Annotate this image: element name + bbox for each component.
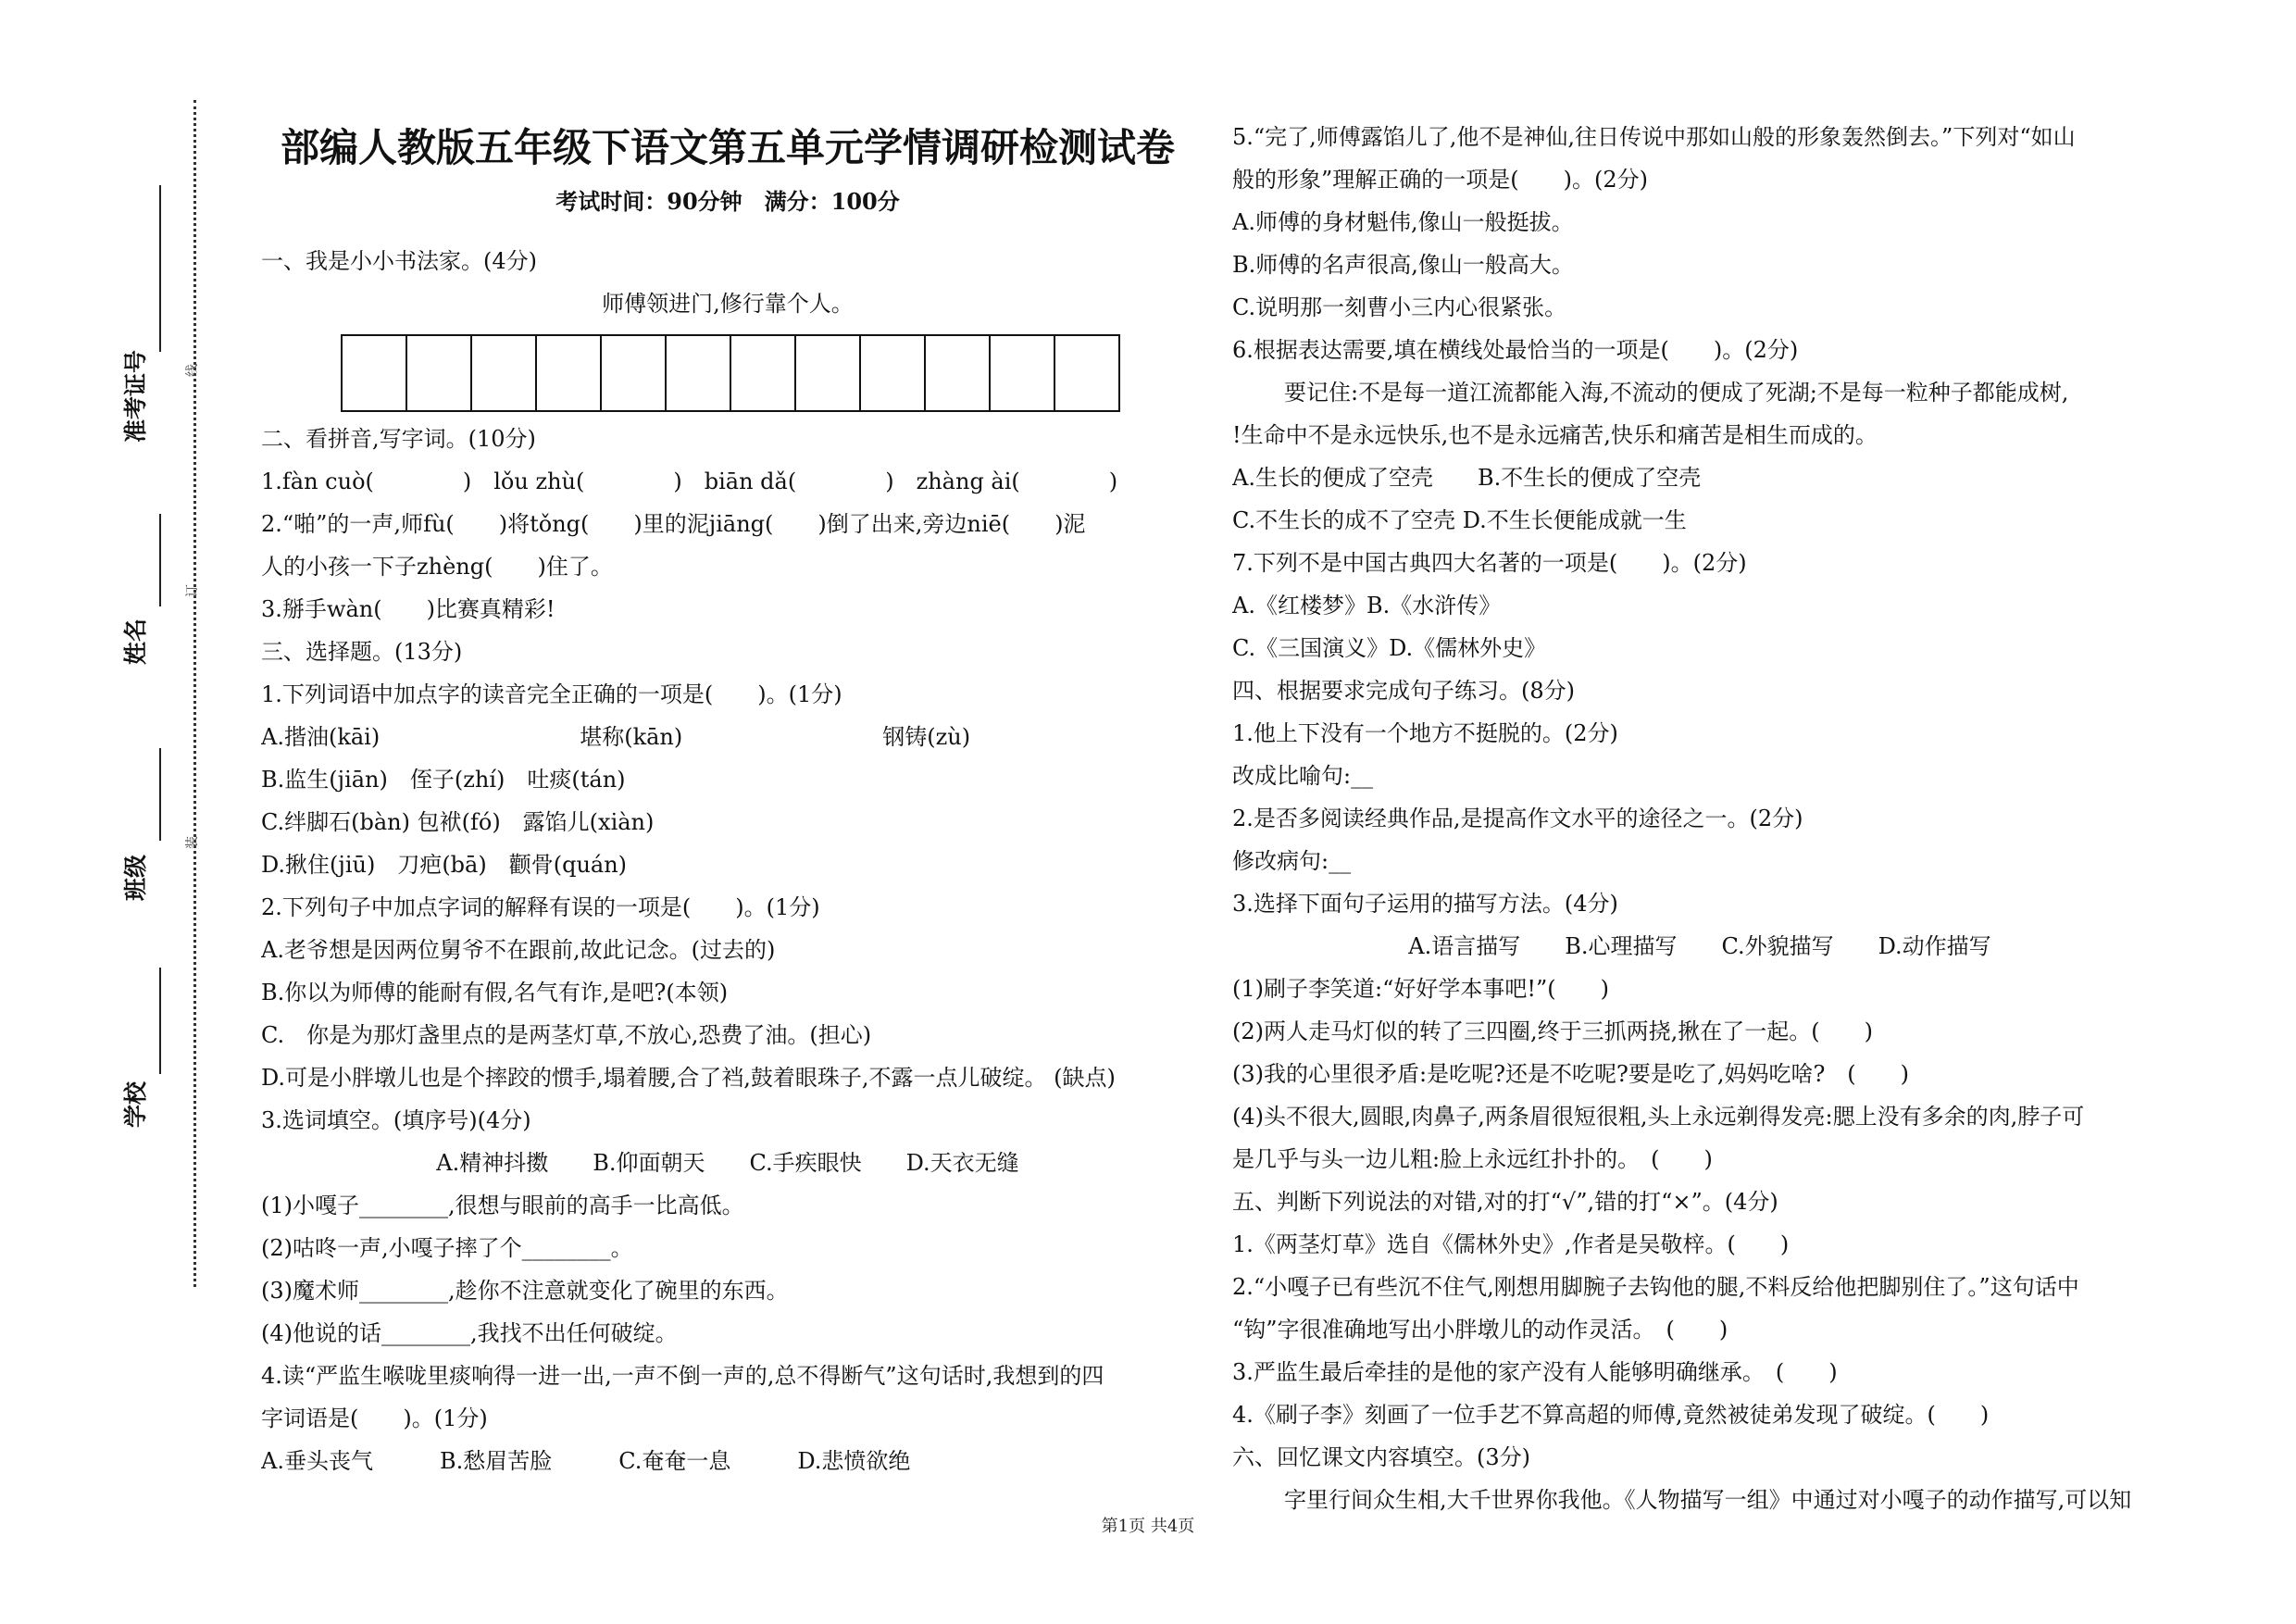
grid-cell[interactable] <box>924 334 991 412</box>
question-line: 4.《刷子李》刻画了一位手艺不算高超的师傅,竟然被徒弟发现了破绽。( ) <box>1232 1402 1990 1428</box>
question-line: (4)头不很大,圆眼,肉鼻子,两条眉很短很粗,头上永远剃得发亮:腮上没有多余的肉,脖子可 <box>1232 1104 2085 1130</box>
question-line: (2)两人走马灯似的转了三四圈,终于三抓两挠,揪在了一起。( ) <box>1232 1018 1873 1044</box>
question-line: (3)我的心里很矛盾:是吃呢?还是不吃呢?要是吃了,妈妈吃啥? ( ) <box>1232 1061 1910 1087</box>
question-line: 1.下列词语中加点字的读音完全正确的一项是( )。(1分) <box>261 681 842 707</box>
option-line: C.说明那一刻曹小三内心很紧张。 <box>1232 294 1567 320</box>
question-line: 字词语是( )。(1分) <box>261 1405 488 1431</box>
section-1-heading: 一、我是小小书法家。(4分) <box>261 248 537 274</box>
school-label: 学校 <box>122 1081 149 1129</box>
fill-line: (3)魔术师________,趁你不注意就变化了碗里的东西。 <box>261 1278 789 1304</box>
question-line: 是几乎与头一边儿粗:脸上永远红扑扑的。 ( ) <box>1232 1146 1713 1172</box>
bind-mark-ding: 订 <box>185 584 200 597</box>
question-line: 1.fàn cuò( ) lǒu zhù( ) biān dǎ( ) zhàng ài( ) <box>261 468 1118 494</box>
question-line: 3.掰手wàn( )比赛真精彩! <box>261 596 555 622</box>
section-3-heading: 三、选择题。(13分) <box>261 639 463 665</box>
grid-cell[interactable] <box>730 334 796 412</box>
grid-cell[interactable] <box>665 334 731 412</box>
writing-grid[interactable] <box>341 334 1194 412</box>
question-line: 3.选词填空。(填序号)(4分) <box>261 1107 531 1133</box>
option-line: A.《红楼梦》B.《水浒传》 <box>1232 593 1502 618</box>
section-2-heading: 二、看拼音,写字词。(10分) <box>261 426 536 452</box>
method-options: A.语言描写 B.心理描写 C.外貌描写 D.动作描写 <box>1408 933 1991 959</box>
option-line: A.揩油(kāi) 堪称(kān) 钢铸(zù) <box>261 724 971 750</box>
option-line: A.生长的便成了空壳 B.不生长的便成了空壳 <box>1232 465 1702 491</box>
answer-line[interactable]: 修改病句:__ <box>1232 848 1352 874</box>
exam-info: 考试时间：90分钟 满分：100分 <box>555 188 900 215</box>
bind-mark-xian: 线 <box>185 364 200 377</box>
fill-line: (4)他说的话________,我找不出任何破绽。 <box>261 1320 678 1346</box>
question-line: 3.选择下面句子运用的描写方法。(4分) <box>1232 891 1618 917</box>
option-line: A.垂头丧气 B.愁眉苦脸 C.奄奄一息 D.悲愤欲绝 <box>261 1448 911 1474</box>
grid-cell[interactable] <box>859 334 926 412</box>
option-line: A.老爷想是因两位舅爷不在跟前,故此记念。(过去的) <box>261 937 776 963</box>
question-line: 2.“小嘎子已有些沉不住气,刚想用脚腕子去钩他的腿,不料反给他把脚别住了。”这句话中 <box>1232 1274 2079 1300</box>
left-column <box>261 116 1194 1482</box>
fill-line: (1)小嘎子________,很想与眼前的高手一比高低。 <box>261 1193 744 1218</box>
name-label: 姓名 <box>122 618 149 666</box>
question-line: 7.下列不是中国古典四大名著的一项是( )。(2分) <box>1232 550 1747 576</box>
question-line: 1.他上下没有一个地方不挺脱的。(2分) <box>1232 720 1618 746</box>
exam-number-label: 准考证号 <box>122 349 149 443</box>
option-line: C.不生长的成不了空壳 D.不生长便能成就一生 <box>1232 507 1687 533</box>
question-line: 2.“啪”的一声,师fù( )将tǒng( )里的泥jiāng( )倒了出来,旁边niē( )泥 <box>261 511 1086 537</box>
question-line: 1.《两茎灯草》选自《儒林外史》,作者是吴敬梓。( ) <box>1232 1231 1790 1257</box>
grid-cell[interactable] <box>470 334 537 412</box>
option-line: C.绊脚石(bàn) 包袱(fó) 露馅儿(xiàn) <box>261 809 655 835</box>
fill-line: (2)咕咚一声,小嘎子摔了个________。 <box>261 1235 633 1261</box>
page-footer: 第1页 共4页 <box>1101 1517 1195 1536</box>
question-line: 般的形象”理解正确的一项是( )。(2分) <box>1232 167 1648 193</box>
option-line: B.师傅的名声很高,像山一般高大。 <box>1232 252 1574 278</box>
grid-cell[interactable] <box>406 334 472 412</box>
grid-cell[interactable] <box>794 334 861 412</box>
question-line: 3.严监生最后牵挂的是他的家产没有人能够明确继承。 ( ) <box>1232 1359 1838 1385</box>
section-4-heading: 四、根据要求完成句子练习。(8分) <box>1232 678 1575 704</box>
question-line: 2.下列句子中加点字词的解释有误的一项是( )。(1分) <box>261 894 820 920</box>
section-6-heading: 六、回忆课文内容填空。(3分) <box>1232 1444 1530 1470</box>
option-line: C. 你是为那灯盏里点的是两茎灯草,不放心,恐费了油。(担心) <box>261 1022 872 1048</box>
copy-sentence: 师傅领进门,修行靠个人。 <box>602 291 854 317</box>
option-line: B.监生(jiān) 侄子(zhí) 吐痰(tán) <box>261 767 626 793</box>
question-line: 人的小孩一下子zhèng( )住了。 <box>261 554 613 580</box>
question-line: “钩”字很准确地写出小胖墩儿的动作灵活。 ( ) <box>1232 1317 1728 1343</box>
option-line: A.师傅的身材魁伟,像山一般挺拔。 <box>1232 209 1574 235</box>
question-line: 2.是否多阅读经典作品,是提高作文水平的途径之一。(2分) <box>1232 806 1803 831</box>
grid-cell[interactable] <box>341 334 407 412</box>
grid-cell[interactable] <box>989 334 1055 412</box>
option-line: B.你以为师傅的能耐有假,名气有诈,是吧?(本领) <box>261 980 729 1006</box>
binding-strip <box>0 0 213 1624</box>
passage-line: 要记住:不是每一道江流都能入海,不流动的便成了死湖;不是每一粒种子都能成树, <box>1284 380 2069 406</box>
grid-cell[interactable] <box>600 334 667 412</box>
question-line: 6.根据表达需要,填在横线处最恰当的一项是( )。(2分) <box>1232 337 1799 363</box>
question-line: 5.“完了,师傅露馅儿了,他不是神仙,往日传说中那如山般的形象轰然倒去。”下列对“如山 <box>1232 124 2076 150</box>
passage-line: 字里行间众生相,大千世界你我他。《人物描写一组》中通过对小嘎子的动作描写,可以知 <box>1284 1487 2132 1513</box>
page-title: 部编人教版五年级下语文第五单元学情调研检测试卷 <box>280 125 1175 170</box>
question-line: (1)刷子李笑道:“好好学本事吧!”( ) <box>1232 976 1609 1002</box>
word-options: A.精神抖擞 B.仰面朝天 C.手疾眼快 D.天衣无缝 <box>436 1150 1019 1176</box>
class-label: 班级 <box>122 855 149 902</box>
option-line: D.揪住(jiū) 刀疤(bā) 颧骨(quán) <box>261 852 628 878</box>
section-5-heading: 五、判断下列说法的对错,对的打“√”,错的打“×”。(4分) <box>1232 1189 1778 1215</box>
grid-cell[interactable] <box>535 334 602 412</box>
passage-line: !生命中不是永远快乐,也不是永远痛苦,快乐和痛苦是相生而成的。 <box>1232 422 1878 448</box>
cut-line <box>193 100 196 1287</box>
option-line: C.《三国演义》D.《儒林外史》 <box>1232 635 1547 661</box>
right-column <box>1232 116 2167 1521</box>
grid-cell[interactable] <box>1054 334 1120 412</box>
question-line: 4.读“严监生喉咙里痰响得一进一出,一声不倒一声的,总不得断气”这句话时,我想到的四 <box>261 1363 1104 1389</box>
bind-mark-zhuang: 装 <box>185 836 200 849</box>
answer-line[interactable]: 改成比喻句:__ <box>1232 763 1374 789</box>
option-line: D.可是小胖墩儿也是个摔跤的惯手,塌着腰,合了裆,鼓着眼珠子,不露一点儿破绽。 (缺点) <box>261 1065 1116 1091</box>
